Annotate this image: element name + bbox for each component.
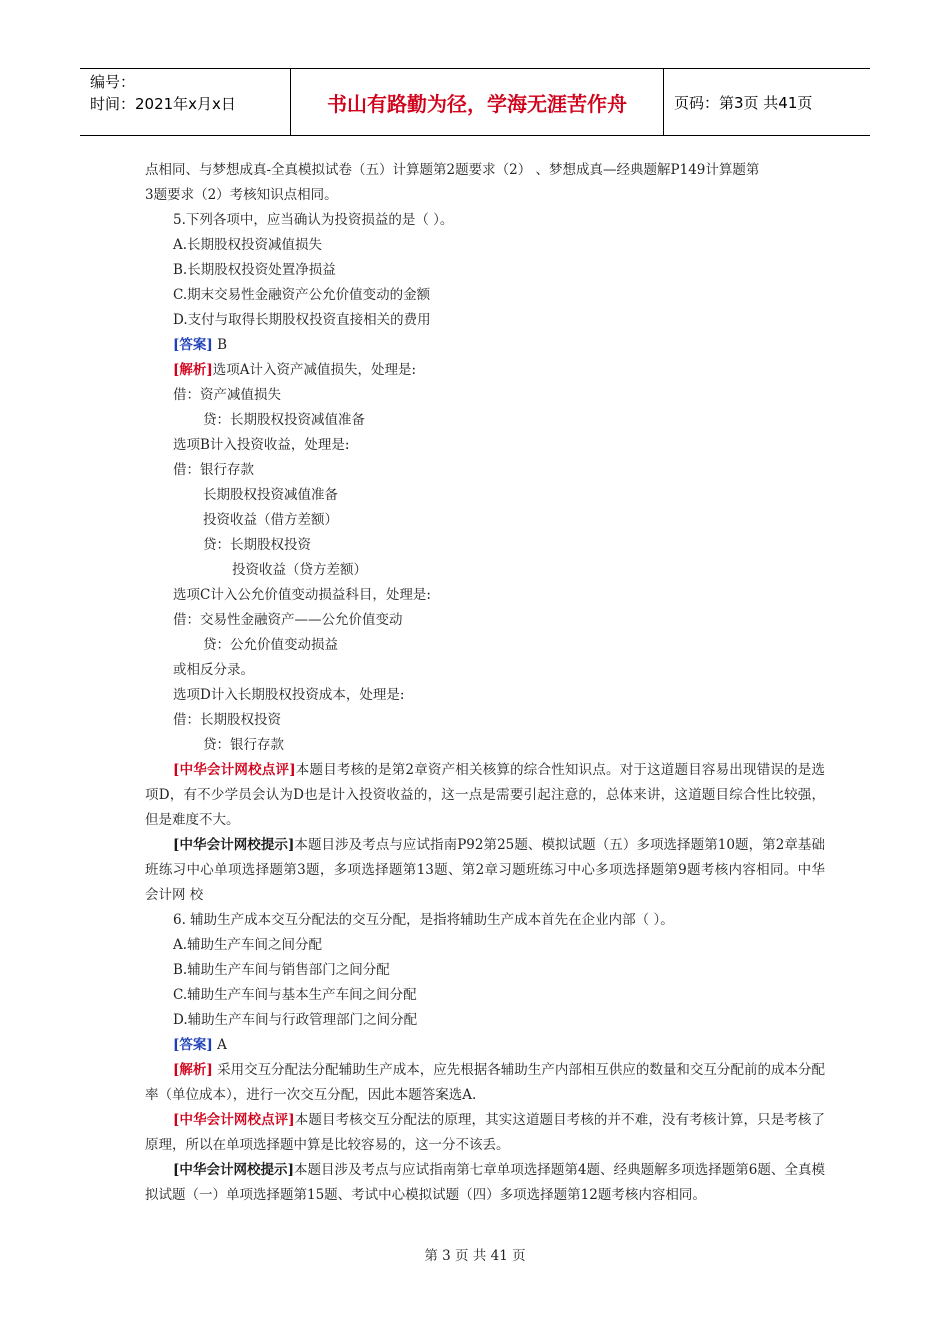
answer-line [145, 1033, 825, 1058]
analysis-tag: [解析] [173, 1062, 213, 1078]
option-a: A.辅助生产车间之间分配 [173, 937, 323, 953]
answer-value: A [212, 1037, 227, 1053]
entry-line: 贷：公允价值变动损益 [203, 637, 338, 653]
intro-line: 3题要求（2）考核知识点相同。 [145, 187, 338, 203]
document-body [145, 158, 825, 1208]
intro-line: 点相同、与梦想成真-全真模拟试卷（五）计算题第2题要求（2） 、梦想成真—经典题解P149计算题第 [145, 162, 760, 178]
analysis-text: 采用交互分配法分配辅助生产成本，应先根据各辅助生产内部相互供应的数量和交互分配前的成本分配率（单位成本），进行一次交互分配，因此本题答案选A. [145, 1062, 825, 1103]
comment-text: 本题目考核的是第2章资产相关核算的综合性知识点。对于这道题目容易出现错误的是选项D，有不少学员会认为D也是计入投资收益的，这一点是需要引起注意的，总体来讲，这道题目综合性比较强，但是难度不大。 [145, 762, 826, 828]
header-motto: 书山有路勤为径，学海无涯苦作舟 [291, 69, 664, 135]
entry-line: 借：银行存款 [173, 462, 254, 478]
analysis-text: 选项A计入资产减值损失，处理是: [212, 362, 417, 378]
entry-line: 投资收益（借方差额） [203, 512, 338, 528]
option-d: D.支付与取得长期股权投资直接相关的费用 [173, 312, 431, 328]
entry-line: 选项B计入投资收益，处理是: [173, 437, 350, 453]
option-b: B.长期股权投资处置净损益 [173, 262, 336, 278]
entry-line: 投资收益（贷方差额） [232, 562, 367, 578]
tip-tag: [中华会计网校提示] [173, 1162, 294, 1178]
entry-line: 贷：银行存款 [203, 737, 284, 753]
answer-tag: [答案] [173, 1037, 213, 1053]
answer-tag: [答案] [173, 337, 213, 353]
entry-line: 借：资产减值损失 [173, 387, 281, 403]
answer-line [145, 333, 825, 358]
analysis-line [145, 358, 825, 383]
entry-line: 贷：长期股权投资减值准备 [203, 412, 365, 428]
tip-text: 本题目涉及考点与应试指南第七章单项选择题第4题、经典题解多项选择题第6题、全真模拟试题（一）单项选择题第15题、考试中心模拟试题（四）多项选择题第12题考核内容相同。 [145, 1162, 825, 1203]
entry-line: 选项C计入公允价值变动损益科目，处理是: [173, 587, 431, 603]
tip-tag: [中华会计网校提示] [173, 837, 295, 853]
tip-text: 本题目涉及考点与应试指南P92第25题、模拟试题（五）多项选择题第10题，第2章基础班练习中心单项选择题第3题，多项选择题第13题、第2章习题班练习中心多项选择题第9题考核内容相同。中华 会计网 校 [145, 837, 825, 903]
entry-line: 贷：长期股权投资 [203, 537, 311, 553]
entry-line: 或相反分录。 [173, 662, 254, 678]
comment-tag: [中华会计网校点评] [173, 762, 296, 778]
entry-line: 选项D计入长期股权投资成本，处理是: [173, 687, 405, 703]
date-label: 时间：2021年x月x日 [90, 95, 236, 113]
comment-text: 本题目考核交互分配法的原理，其实这道题目考核的并不难，没有考核计算，只是考核了原理，所以在单项选择题中算是比较容易的，这一分不该丢。 [145, 1112, 826, 1153]
page-header [80, 68, 870, 136]
answer-value: B [212, 337, 227, 353]
tip-paragraph [145, 1158, 825, 1208]
question-6: 6. 辅助生产成本交互分配法的交互分配，是指将辅助生产成本首先在企业内部（ ）。 [173, 912, 674, 928]
entry-line: 长期股权投资减值准备 [203, 487, 338, 503]
page-footer: 第 3 页 共 41 页 [424, 1248, 526, 1264]
question-5: 5.下列各项中，应当确认为投资损益的是（ ）。 [173, 212, 454, 228]
header-meta [80, 69, 291, 135]
option-c: C.辅助生产车间与基本生产车间之间分配 [173, 987, 417, 1003]
analysis-tag: [解析] [173, 362, 213, 378]
option-c: C.期末交易性金融资产公允价值变动的金额 [173, 287, 431, 303]
analysis-paragraph [145, 1058, 825, 1108]
entry-line: 借：长期股权投资 [173, 712, 281, 728]
comment-paragraph [145, 1108, 825, 1158]
code-label: 编号： [90, 73, 136, 91]
option-d: D.辅助生产车间与行政管理部门之间分配 [173, 1012, 418, 1028]
comment-paragraph [145, 758, 825, 833]
tip-paragraph [145, 833, 825, 908]
option-b: B.辅助生产车间与销售部门之间分配 [173, 962, 390, 978]
option-a: A.长期股权投资减值损失 [173, 237, 323, 253]
comment-tag: [中华会计网校点评] [173, 1112, 295, 1128]
entry-line: 借：交易性金融资产——公允价值变动 [173, 612, 403, 628]
header-page-code: 页码：第3页 共41页 [674, 93, 813, 112]
